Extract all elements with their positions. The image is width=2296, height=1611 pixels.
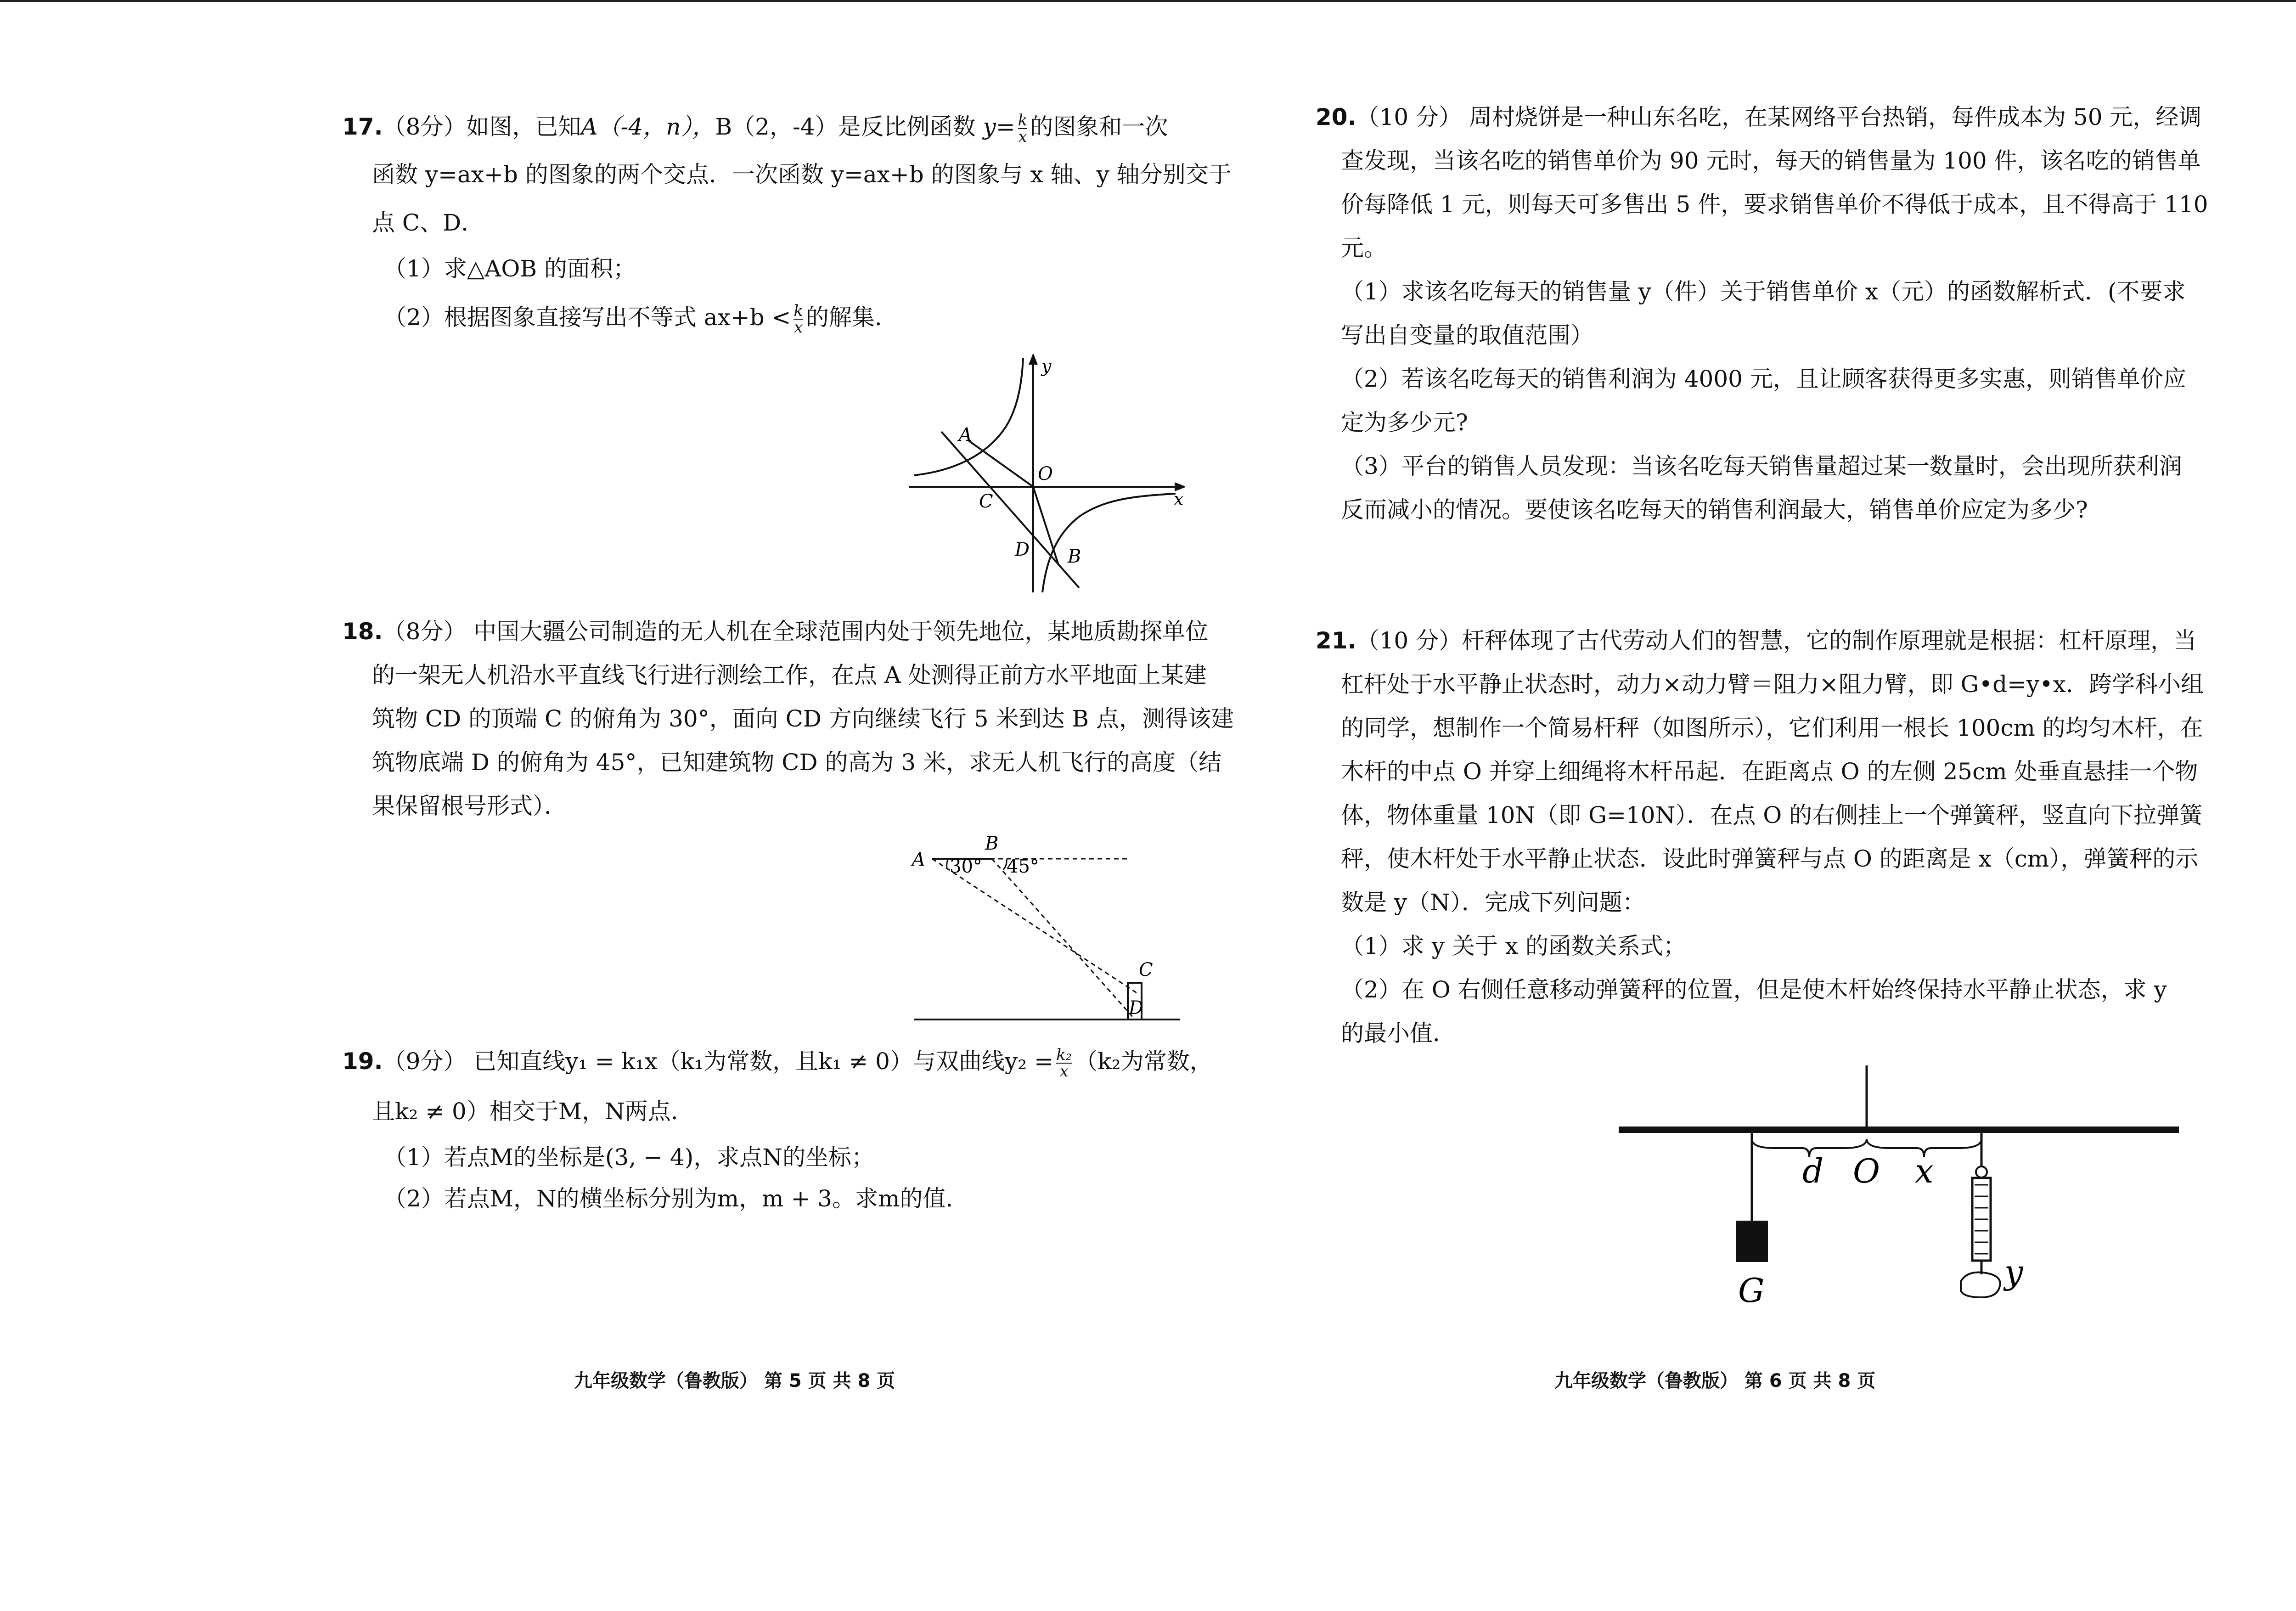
q20-line3: 价每降低 1 元，则每天可多售出 5 件，要求销售单价不得低于成本，且不得高于 110 [1341,191,2208,218]
label-x: x [1915,1152,1934,1190]
label-d: D [1129,997,1144,1019]
label-x: x [1174,489,1184,509]
label-y: y [2004,1253,2023,1291]
q20-part2b: 定为多少元? [1341,409,1468,436]
label-a: A [912,849,925,870]
pulling-hand [1961,1272,2000,1297]
q17-number: 17. [342,113,383,140]
page-footer-5: 九年级数学（鲁教版） 第 5 页 共 8 页 [574,1370,895,1391]
q21-part2b: 的最小值． [1341,1020,1456,1047]
q21-steelyard-figure [1619,1065,2188,1323]
label-o: O [1853,1152,1880,1190]
fraction-k2-over-x: $\frac{\text{k₂}}{x}$ [1056,1046,1072,1081]
q20-line2: 查发现，当该名吃的销售单价为 90 元时，每天的销售量为 100 件，该名吃的销售单 [1341,147,2201,174]
label-c: C [1139,959,1153,980]
y-axis-arrow [1030,355,1036,364]
q21-line7: 数是 y（N）．完成下列问题： [1341,889,1645,916]
weight-block [1736,1221,1768,1262]
segment-ob [1033,487,1058,565]
q17-line1: 17.（8分）如图，已知A（-4，n），B（2，-4）是反比例函数 y= $\frac{k}{x}$ 的图象和一次 [342,111,1168,146]
scale-ticks [1975,1185,1988,1254]
q17-line3: 点 C、D． [372,209,484,236]
q17-part1: （1）求△AOB 的面积； [383,255,636,282]
label-b: B [985,833,999,854]
q21-part2a: （2）在 O 右侧任意移动弹簧秤的位置，但是使木杆始终保持水平静止状态，求 y [1341,976,2167,1003]
q21-line3: 的同学，想制作一个简易杆秤（如图所示），它们利用一根长 100cm 的均匀木杆，在 [1341,715,2203,741]
fraction-k-over-x-2: $\frac{k}{x}$ [793,302,804,337]
q20-part1a: （1）求该名吃每天的销售量 y（件）关于销售单价 x（元）的函数解析式．(不要求 [1341,278,2186,305]
label-g: G [1738,1271,1765,1310]
label-y: y [1041,356,1052,376]
scale-hook-top [1976,1166,1987,1177]
q21-number: 21. [1316,627,1356,654]
label-c: C [979,491,993,512]
q18-line1: 18.（8分） 中国大疆公司制造的无人机在全球范围内处于领先地位，某地质勘探单位 [342,618,1209,645]
q21-line1: 21.（10 分）杆秤体现了古代劳动人们的智慧，它的制作原理就是根据：杠杆原理，当 [1316,627,2197,654]
q20-number: 20. [1316,104,1356,130]
angle-45-label: 45° [1007,856,1039,877]
segment-oa [969,441,1033,487]
q21-part1: （1）求 y 关于 x 的函数关系式； [1341,933,1686,959]
q21-line6: 秤，使木杆处于水平静止状态．设此时弹簧秤与点 O 的距离是 x（cm），弹簧秤的示 [1341,845,2199,872]
q18-drone-figure [909,831,1185,1024]
q17-part2: （2）根据图象直接写出不等式 ax+b < $\frac{k}{x}$ 的解集． [383,302,898,337]
label-d: D [1015,539,1030,560]
hyperbola-branch-right [1042,494,1176,592]
q18-line4: 筑物底端 D 的俯角为 45°，已知建筑物 CD 的高为 3 米，求无人机飞行的高度（结 [372,749,1222,776]
q17-line2: 函数 y=ax+b 的图象的两个交点．一次函数 y=ax+b 的图象与 x 轴、y 轴分别交于 [372,161,1232,188]
fraction-k-over-x: $\frac{k}{x}$ [1018,111,1028,146]
q19-line1: 19.（9分） 已知直线y₁ = k₁x（k₁为常数，且k₁ ≠ 0）与双曲线y₂ = $\frac{\text{k₂}}{x}$ （k₂为常数， [342,1046,1213,1081]
q21-line4: 木杆的中点 O 并穿上细绳将木杆吊起．在距离点 O 的左侧 25cm 处垂直悬挂一个物 [1341,758,2198,785]
q18-number: 18. [342,618,383,645]
q20-part3b: 反而减小的情况。要使该名吃每天的销售利润最大，销售单价应定为多少? [1341,496,2088,523]
q21-line2: 杠杆处于水平静止状态时，动力×动力臂＝阻力×阻力臂，即 G•d=y•x．跨学科小组 [1341,671,2204,698]
q18-line2: 的一架无人机沿水平直线飞行进行测绘工作，在点 A 处测得正前方水平地面上某建 [372,662,1207,688]
q20-part1b: 写出自变量的取值范围） [1341,322,1593,349]
hyperbola-branch-left [914,358,1023,475]
angle-30-label: 30° [950,856,982,877]
q19-number: 19. [342,1048,383,1075]
q19-part1: （1）若点M的坐标是(3, − 4)，求点N的坐标； [383,1144,874,1171]
q20-part2a: （2）若该名吃每天的销售利润为 4000 元，且让顾客获得更多实惠，则销售单价应 [1341,366,2186,392]
q19-part2: （2）若点M，N的横坐标分别为m，m + 3。求m的值． [383,1185,969,1212]
angle-arc-30 [947,859,948,868]
label-a: A [959,424,972,445]
q20-part3a: （3）平台的销售人员发现：当该名吃每天销售量超过某一数量时，会出现所获利润 [1341,453,2182,479]
label-o: O [1038,463,1053,484]
q21-line5: 体，物体重量 10N（即 G=10N）．在点 O 的右侧挂上一个弹簧秤，竖直向下拉弹簧 [1341,802,2203,828]
q20-line1: 20.（10 分） 周村烧饼是一种山东名吃，在某网络平台热销，每件成本为 50 元，经调 [1316,104,2202,130]
q20-line4: 元。 [1341,235,1387,261]
q19-line2: 且k₂ ≠ 0）相交于M，N两点． [372,1098,694,1125]
q18-line5: 果保留根号形式）． [372,793,567,819]
q17-graph-figure [900,354,1185,602]
page-footer-6: 九年级数学（鲁教版） 第 6 页 共 8 页 [1554,1370,1876,1391]
right-page [1171,0,2296,1611]
q18-line3: 筑物 CD 的顶端 C 的俯角为 30°，面向 CD 方向继续飞行 5 米到达 B 点，测得该建 [372,705,1234,732]
label-d: d [1802,1152,1824,1190]
label-b: B [1068,546,1081,567]
sight-line-b-d [992,859,1134,1019]
sight-line-a-c [932,859,1139,994]
